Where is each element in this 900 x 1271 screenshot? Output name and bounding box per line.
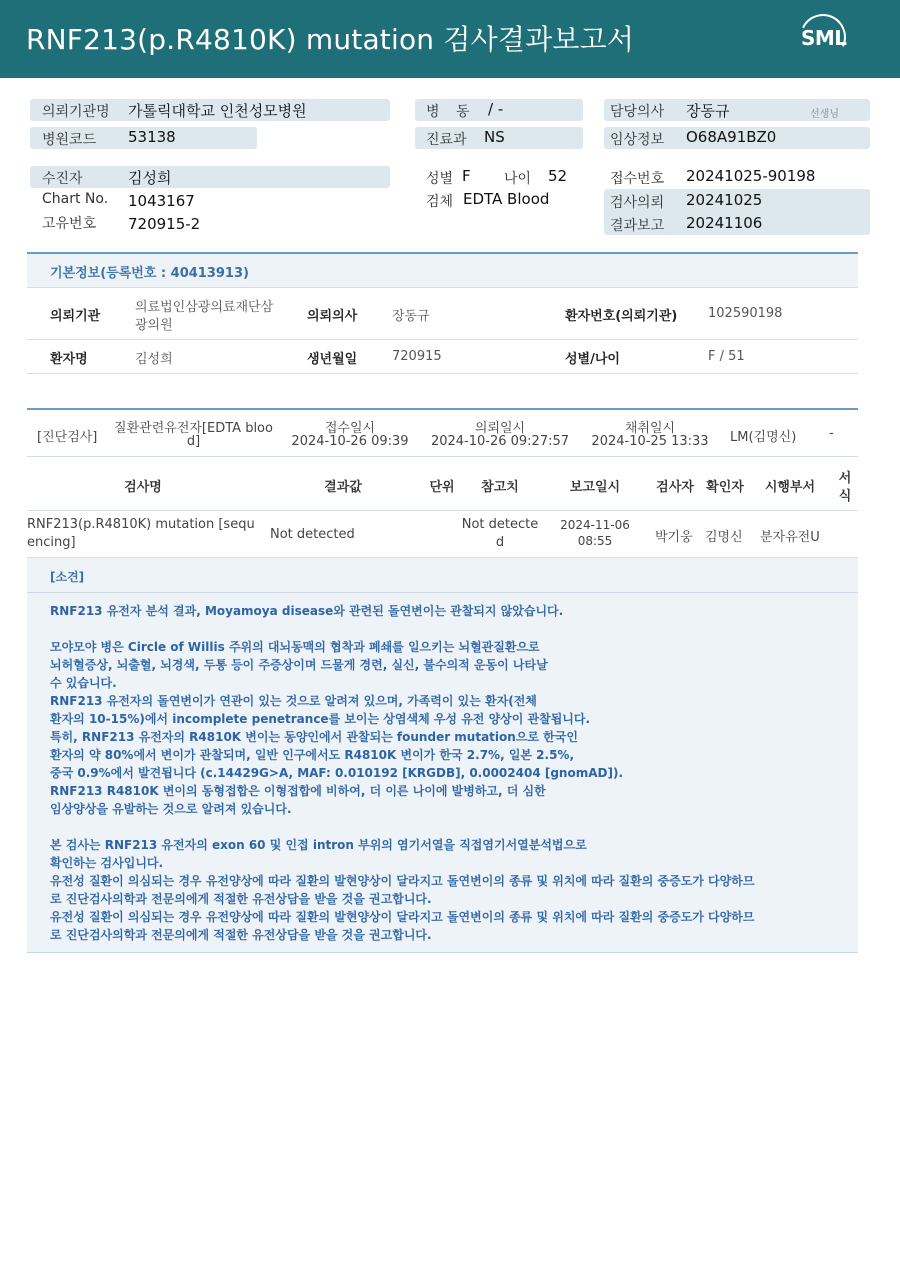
diag-coll-label: 채취일시: [624, 421, 676, 436]
diag-recv: 2024-10-26 09:39: [291, 434, 409, 449]
th-form-1: 서: [838, 471, 852, 486]
sexage-key: 성별/나이: [565, 352, 620, 367]
diag-dash: -: [829, 426, 834, 441]
sex-label: 성별: [426, 171, 454, 187]
name-key: 환자명: [50, 352, 88, 367]
unique-label: 고유번호: [42, 216, 97, 232]
diag-test-1: 질환관련유전자[EDTA bloo: [114, 421, 273, 436]
opinion-line: 환자의 약 80%에서 변이가 관찰되며, 일반 인구에서도 R4810K 변이가 한국 2.7%, 일본 2.5%,: [50, 748, 575, 762]
divider: [27, 456, 858, 457]
opinion-line: 모야모야 병은 Circle of Willis 주위의 대뇌동맥의 협착과 폐쇄를 일으키는 뇌혈관질환으로: [50, 640, 540, 654]
th-form-2: 식: [838, 489, 852, 504]
clinical-value: O68A91BZ0: [686, 128, 777, 146]
row-ref-2: d: [495, 535, 505, 550]
opinion-text: [50, 602, 840, 944]
th-ref: 참고치: [481, 480, 519, 495]
unique-value: 720915-2: [128, 215, 201, 233]
report-title: RNF213(p.R4810K) mutation 검사결과보고서: [26, 23, 635, 56]
specimen-value: EDTA Blood: [463, 190, 550, 208]
opinion-line: 유전성 질환이 의심되는 경우 유전양상에 따라 질환의 발현양상이 달라지고 돌연변이의 종류 및 위치에 따라 질환의 중증도가 다양하므: [50, 910, 755, 924]
hospital-code-label: 병원코드: [42, 132, 97, 148]
opinion-line: RNF213 유전자 분석 결과, Moyamoya disease와 관련된 돌연변이는 관찰되지 않았습니다.: [50, 604, 564, 618]
basic-info-top-border: [27, 252, 858, 254]
th-dept: 시행부서: [764, 480, 816, 495]
clinical-label: 임상정보: [610, 132, 665, 148]
receipt-label: 접수번호: [610, 171, 665, 187]
divider: [27, 510, 858, 511]
opinion-line: RNF213 유전자의 돌연변이가 연관이 있는 것으로 알려져 있으며, 가족력이 있는 환자(전체: [50, 694, 537, 708]
chart-value: 1043167: [128, 192, 195, 210]
patient-label: 수진자: [42, 171, 83, 187]
diag-coll: 2024-10-25 13:33: [591, 434, 709, 449]
patient-value: 김성희: [128, 169, 172, 187]
name-val: 김성희: [135, 352, 173, 367]
diag-req: 2024-10-26 09:27:57: [430, 434, 570, 449]
opinion-line: 환자의 10-15%)에서 incomplete penetrance를 보이는 상염색체 우성 유전 양상이 관찰됩니다.: [50, 712, 591, 726]
doc-key: 의뢰의사: [307, 309, 358, 324]
th-result: 결과값: [324, 480, 362, 495]
dept-value: NS: [484, 128, 505, 146]
divider: [27, 287, 858, 288]
sml-logo: [798, 14, 850, 64]
row-ref-1: Not detecte: [461, 517, 539, 532]
inst-val-1: 의료법인삼광의료재단삼: [135, 300, 274, 315]
row-result: Not detected: [270, 527, 355, 542]
opinion-line: 본 검사는 RNF213 유전자의 exon 60 및 인접 intron 부위의 염기서열을 직접염기서열분석법으로: [50, 838, 587, 852]
request-label: 검사의뢰: [610, 195, 665, 211]
dob-val: 720915: [392, 349, 442, 364]
result-date-value: 20241106: [686, 214, 763, 232]
report-header: [0, 0, 900, 78]
th-tester: 검사자: [656, 480, 694, 495]
opinion-line: 유전성 질환이 의심되는 경우 유전양상에 따라 질환의 발현양상이 달라지고 돌연변이의 종류 및 위치에 따라 질환의 중증도가 다양하므: [50, 874, 755, 888]
opinion-line: 수 있습니다.: [50, 676, 117, 690]
inst-val-2: 광의원: [135, 318, 173, 333]
th-date: 보고일시: [569, 480, 621, 495]
row-confirmer: 김명신: [705, 530, 743, 545]
opinion-line: 로 진단검사의학과 전문의에게 적절한 유전상담을 받을 것을 권고합니다.: [50, 928, 432, 942]
divider: [27, 339, 858, 340]
doctor-value: 장동규: [686, 102, 730, 120]
hospital-code-value: 53138: [128, 128, 176, 146]
patient-pill: [30, 166, 390, 188]
row-date-2: 08:55: [577, 534, 613, 548]
opinion-line: 중국 0.9%에서 발견됩니다 (c.14429G>A, MAF: 0.010192 [KRGDB], 0.0002404 [gnomAD]).: [50, 766, 624, 780]
specimen-label: 검체: [426, 194, 454, 210]
row-test-2: encing]: [27, 535, 76, 550]
diag-req-label: 의뢰일시: [474, 421, 526, 436]
diagnosis-top-border: [27, 408, 858, 410]
sexage-val: F / 51: [708, 349, 745, 364]
opinion-line: 로 진단검사의학과 전문의에게 적절한 유전상담을 받을 것을 권고합니다.: [50, 892, 432, 906]
diag-recv-label: 접수일시: [324, 421, 376, 436]
th-confirmer: 확인자: [706, 480, 744, 495]
opinion-divider: [27, 592, 858, 593]
age-value: 52: [548, 167, 568, 185]
ward-value: / -: [488, 100, 504, 118]
row-tester: 박기웅: [655, 530, 693, 545]
diag-category: [진단검사]: [37, 430, 98, 445]
diag-lab: LM(김명신): [730, 430, 797, 445]
institution-label: 의뢰기관명: [42, 104, 110, 120]
age-label: 나이: [504, 171, 532, 187]
sex-value: F: [462, 167, 471, 185]
opinion-line: 뇌허혈증상, 뇌출혈, 뇌경색, 두통 등이 주증상이며 드물게 경련, 실신, 불수의적 운동이 나타날: [50, 658, 548, 672]
opinion-line: RNF213 R4810K 변이의 동형접합은 이형접합에 비하여, 더 이른 나이에 발병하고, 더 심한: [50, 784, 546, 798]
opinion-line: 확인하는 검사입니다.: [50, 856, 164, 870]
doctor-label: 담당의사: [610, 104, 665, 120]
basic-info-title: 기본정보(등록번호 : 40413913): [50, 266, 249, 281]
inst-key: 의뢰기관: [50, 309, 101, 324]
row-date-1: 2024-11-06: [560, 518, 630, 532]
th-test: 검사명: [124, 480, 162, 495]
dob-key: 생년월일: [307, 352, 358, 367]
ward-label: 병 동: [426, 104, 476, 120]
diag-test-2: d]: [186, 434, 201, 449]
opinion-line: 임상양상을 유발하는 것으로 알려져 있습니다.: [50, 802, 292, 816]
doc-val: 장동규: [392, 309, 430, 324]
doctor-suffix: 선생님: [810, 109, 839, 120]
opinion-line: 특히, RNF213 유전자의 R4810K 변이는 동양인에서 관찰되는 founder mutation으로 한국인: [50, 730, 578, 744]
result-date-label: 결과보고: [610, 218, 665, 234]
institution-value: 가톨릭대학교 인천성모병원: [128, 102, 307, 120]
th-unit: 단위: [429, 480, 455, 495]
dept-label: 진료과: [426, 132, 467, 148]
chart-label: Chart No.: [42, 191, 109, 207]
opinion-heading: [소견]: [50, 570, 85, 584]
request-value: 20241025: [686, 191, 763, 209]
opinion-blank-line: [50, 818, 840, 836]
receipt-value: 20241025-90198: [686, 167, 816, 185]
logo-text: SML: [801, 26, 847, 50]
row-dept: 분자유전U: [760, 530, 820, 545]
row-test-1: RNF213(p.R4810K) mutation [sequ: [27, 517, 255, 532]
pno-key: 환자번호(의뢰기관): [565, 309, 678, 324]
opinion-blank-line: [50, 620, 840, 638]
divider: [27, 373, 858, 374]
pno-val: 102590198: [708, 306, 783, 321]
